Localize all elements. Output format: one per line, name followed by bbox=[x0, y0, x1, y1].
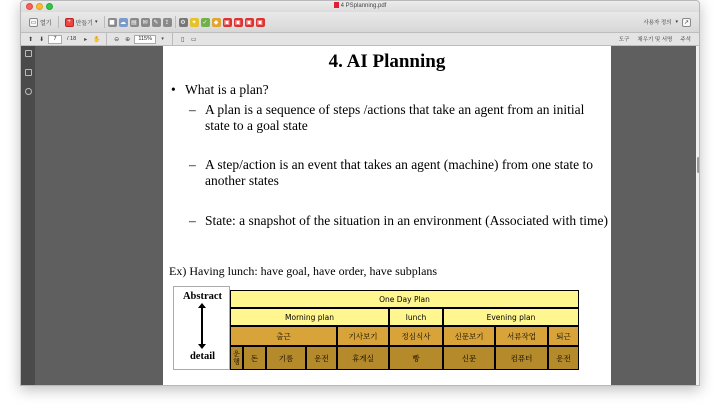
combine-icon[interactable]: ▣ bbox=[235, 18, 241, 26]
plan-level-3-step: 퇴근 bbox=[548, 326, 579, 346]
sub-bullet-text: State: a snapshot of the situation in an environment (Associated with time) bbox=[205, 213, 609, 228]
create-pdf-icon: + bbox=[65, 18, 74, 27]
zoom-out-icon[interactable]: ⊖ bbox=[114, 35, 120, 43]
cloud-upload-icon[interactable]: ☁ bbox=[120, 18, 126, 26]
chevron-down-icon: ▾ bbox=[675, 19, 678, 25]
select-cursor-icon[interactable]: ▸ bbox=[84, 35, 88, 43]
share-icon[interactable]: ◆ bbox=[212, 18, 221, 27]
window-title-text: 4 PSplanning.pdf bbox=[340, 3, 387, 9]
tools-tab[interactable]: 도구 bbox=[618, 37, 630, 43]
panel-tabs bbox=[619, 35, 699, 43]
sub-bullet-dash: – bbox=[189, 213, 196, 228]
sub-bullet-text: A plan is a sequence of steps /actions that take an agent from an initial state to a goal state bbox=[205, 102, 585, 133]
zoom-in-icon[interactable]: ⊕ bbox=[125, 35, 131, 43]
toolbar-divider bbox=[172, 33, 173, 45]
plan-level-4-action: 기름 bbox=[266, 346, 306, 370]
open-label: 열기 bbox=[40, 20, 52, 27]
toolbar-divider bbox=[175, 16, 176, 28]
chevron-down-icon: ▾ bbox=[94, 19, 98, 25]
plan-level-4-action: 신문 bbox=[443, 346, 495, 370]
review-icon[interactable]: ✓ bbox=[202, 18, 208, 26]
pdf-file-icon bbox=[334, 2, 339, 8]
vertical-scrollbar[interactable] bbox=[696, 46, 700, 386]
folder-icon: ▭ bbox=[30, 19, 37, 26]
file-tools bbox=[108, 18, 172, 27]
plan-level-3-step: 기사보기 bbox=[337, 326, 389, 346]
hand-tool-icon[interactable]: ✋ bbox=[92, 35, 101, 43]
bookmarks-icon[interactable] bbox=[25, 69, 32, 76]
sign-icon[interactable]: ▣ bbox=[257, 18, 263, 26]
fit-width-icon[interactable]: ▭ bbox=[190, 35, 197, 43]
chevron-down-icon[interactable]: ▾ bbox=[161, 36, 164, 42]
save-icon[interactable]: ■ bbox=[109, 18, 115, 26]
comment-icon[interactable]: ✦ bbox=[191, 18, 197, 26]
bullet-dot: • bbox=[171, 82, 176, 97]
bullet-text: What is a plan? bbox=[185, 82, 269, 97]
sub-bullet-item bbox=[189, 102, 609, 134]
comment-tab[interactable]: 주석 bbox=[680, 37, 691, 43]
toolbar-divider bbox=[106, 33, 107, 45]
page-number-input[interactable]: 7 bbox=[48, 35, 62, 44]
plan-level-2-morning: Morning plan bbox=[230, 308, 389, 326]
scrollbar-thumb[interactable] bbox=[697, 157, 700, 173]
example-line: Ex) Having lunch: have goal, have order, have subplans bbox=[169, 264, 438, 278]
expand-tool-icon[interactable]: ↗ bbox=[683, 18, 690, 26]
sub-bullet-item bbox=[189, 157, 609, 189]
main-toolbar bbox=[21, 12, 699, 33]
open-button[interactable] bbox=[26, 15, 55, 29]
plan-level-4-action: 돈 bbox=[243, 346, 266, 370]
page-total: / 18 bbox=[67, 36, 77, 42]
toolbar-right bbox=[643, 18, 699, 27]
plan-hierarchy-diagram bbox=[173, 286, 579, 370]
abstraction-scale bbox=[173, 286, 230, 370]
sub-bullet-text: A step/action is an event that takes an agent (machine) from one state to another states bbox=[205, 157, 593, 188]
zoom-level-select[interactable]: 115% bbox=[134, 35, 156, 44]
plan-level-3-step: 정심식사 bbox=[389, 326, 443, 346]
create-label: 만들기 bbox=[75, 20, 93, 27]
abstract-label: Abstract bbox=[182, 291, 223, 302]
fit-page-icon[interactable]: ▯ bbox=[181, 35, 185, 43]
toolbar-divider bbox=[104, 16, 105, 28]
plan-level-4-action: 운행 bbox=[230, 346, 243, 370]
create-button[interactable] bbox=[62, 15, 101, 29]
customize-menu[interactable]: 사용자 정의 bbox=[643, 20, 672, 26]
sub-bullet-dash: – bbox=[189, 157, 196, 172]
fill-sign-tab[interactable]: 채우기 및 서명 bbox=[637, 37, 673, 43]
plan-level-4-action: 운전 bbox=[306, 346, 337, 370]
plan-level-3-step: 서류작업 bbox=[495, 326, 548, 346]
plan-level-2-lunch: lunch bbox=[389, 308, 443, 326]
sub-bullet-item bbox=[189, 213, 609, 229]
window-title bbox=[21, 2, 699, 9]
plan-level-2-evening: Evening plan bbox=[443, 308, 579, 326]
toolbar-divider bbox=[58, 16, 59, 28]
plan-level-4-action: 컴퓨터 bbox=[495, 346, 548, 370]
title-bar bbox=[21, 1, 699, 12]
plan-level-3-step: 신문보기 bbox=[443, 326, 495, 346]
double-arrow-icon bbox=[201, 307, 203, 345]
bullet-item bbox=[171, 82, 269, 98]
plan-level-4-action: 휴게실 bbox=[337, 346, 389, 370]
navigation-toolbar bbox=[21, 33, 699, 46]
plan-level-4-action: 운전 bbox=[548, 346, 579, 370]
plan-level-1: One Day Plan bbox=[230, 290, 579, 308]
sub-bullet-dash: – bbox=[189, 102, 196, 117]
annotation-tools bbox=[179, 18, 265, 27]
document-viewer[interactable] bbox=[35, 46, 696, 386]
attachments-icon[interactable] bbox=[25, 88, 32, 95]
edit-icon[interactable]: ✎ bbox=[153, 18, 159, 26]
detail-label: detail bbox=[189, 351, 216, 362]
pdf-tool-icon[interactable]: ▣ bbox=[224, 18, 230, 26]
pdf-viewer-window bbox=[20, 0, 700, 386]
pdf-page bbox=[163, 46, 611, 386]
previous-page-icon[interactable]: ⬆ bbox=[27, 35, 34, 43]
print-icon[interactable]: ▤ bbox=[131, 18, 137, 26]
next-page-icon[interactable]: ⬇ bbox=[38, 35, 45, 43]
gear-icon[interactable]: ⚙ bbox=[180, 18, 186, 26]
mail-icon[interactable]: ✉ bbox=[142, 18, 148, 26]
navigation-sidebar bbox=[21, 46, 35, 386]
slide-title: 4. AI Planning bbox=[328, 51, 446, 72]
plan-level-4-action: 빵 bbox=[389, 346, 443, 370]
export-icon[interactable]: ⇪ bbox=[164, 18, 170, 26]
protect-icon[interactable]: ▣ bbox=[246, 18, 252, 26]
plan-level-3-step: 출근 bbox=[230, 326, 337, 346]
page-thumbnails-icon[interactable] bbox=[25, 50, 32, 57]
